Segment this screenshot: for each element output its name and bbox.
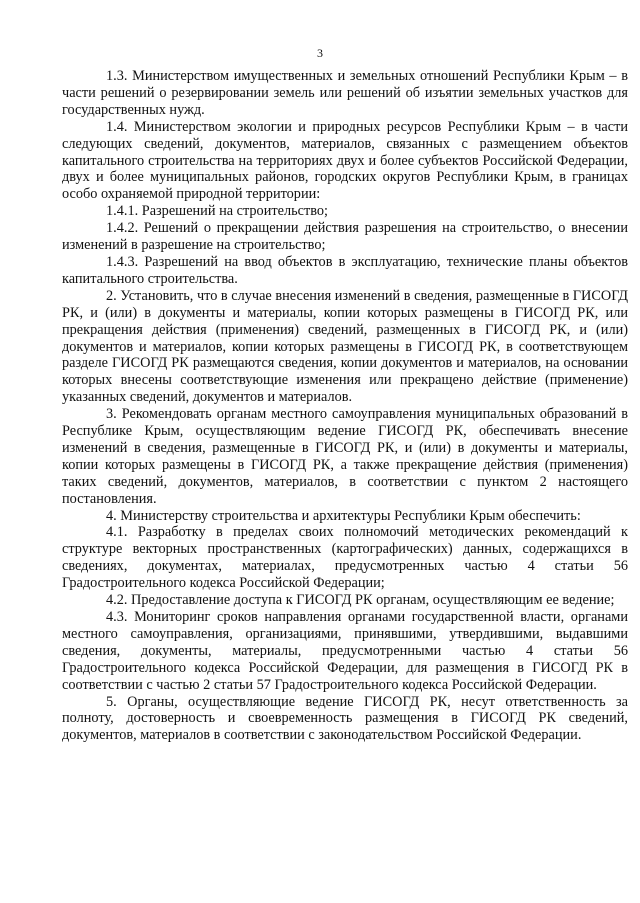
document-body: [62, 68, 628, 744]
paragraph-1-3: 1.3. Министерством имущественных и земельных отношений Республики Крым – в части решений о резервировании земель или решений об изъятии земельных участков для государственных нужд.: [62, 68, 628, 118]
paragraph-1-4-1: 1.4.1. Разрешений на строительство;: [106, 203, 328, 220]
paragraph-3: 3. Рекомендовать органам местного самоуправления муниципальных образований в Республике Крым, осуществляющим ведение ГИСОГД РК, обеспечивать внесение изменений в сведения, размещенные в ГИСОГД РК, и (или) в документы и материалы, копии которых размещены в ГИСОГД РК, а также прекращение действия (применения) таких сведений, документов, материалов, в соответствии с пунктом 2 настоящего постановления.: [62, 406, 628, 507]
page-number: 3: [317, 46, 323, 60]
paragraph-1-4-3: 1.4.3. Разрешений на ввод объектов в эксплуатацию, технические планы объектов капитального строительства.: [62, 253, 628, 287]
paragraph-4-3: 4.3. Мониторинг сроков направления органами государственной власти, органами местного самоуправления, организациями, принявшими, утвердившими, выдавшими сведения, документы, материалы, предусмотренными частью 4 статьи 56 Градостроительного кодекса Российской Федерации, для размещения в ГИСОГД РК в соответствии с частью 2 статьи 57 Градостроительного кодекса Российской Федерации.: [62, 609, 628, 693]
paragraph-4-2: 4.2. Предоставление доступа к ГИСОГД РК органам, осуществляющим ее ведение;: [106, 592, 615, 609]
paragraph-4: 4. Министерству строительства и архитектуры Республики Крым обеспечить:: [106, 507, 581, 524]
paragraph-2: 2. Установить, что в случае внесения изменений в сведения, размещенные в ГИСОГД РК, и (или) в документы и материалы, копии которых размещены в ГИСОГД РК, или прекращения действия (применения) сведений, размещенных в ГИСОГД РК, и (или) документов и материалов, копии которых размещены в ГИСОГД РК, в соответствующем разделе ГИСОГД РК размещаются сведения, копии документов и материалов, на основании которых внесены соответствующие изменения или прекращено действие (применение) указанных сведений, документов и материалов.: [62, 287, 628, 406]
paragraph-1-4-2: 1.4.2. Решений о прекращении действия разрешения на строительство, о внесении изменений в разрешение на строительство;: [62, 220, 628, 254]
paragraph-4-1: 4.1. Разработку в пределах своих полномочий методических рекомендаций к структуре векторных пространственных (картографических) данных, содержащихся в сведениях, документах, материалах, предусмотренных частью 4 статьи 56 Градостроительного кодекса Российской Федерации;: [62, 524, 628, 592]
paragraph-5: 5. Органы, осуществляющие ведение ГИСОГД РК, несут ответственность за полноту, достоверность и своевременность размещения в ГИСОГД РК сведений, документов, материалов в соответствии с законодательством Российской Федерации.: [62, 693, 628, 744]
paragraph-1-4: 1.4. Министерством экологии и природных ресурсов Республики Крым – в части следующих сведений, документов, материалов, связанных с размещением объектов капитального строительства на территориях двух и более субъектов Российской Федерации, двух и более муниципальных районов, городских округов Республики Крым, в границах особо охраняемой природной территории:: [62, 118, 628, 203]
